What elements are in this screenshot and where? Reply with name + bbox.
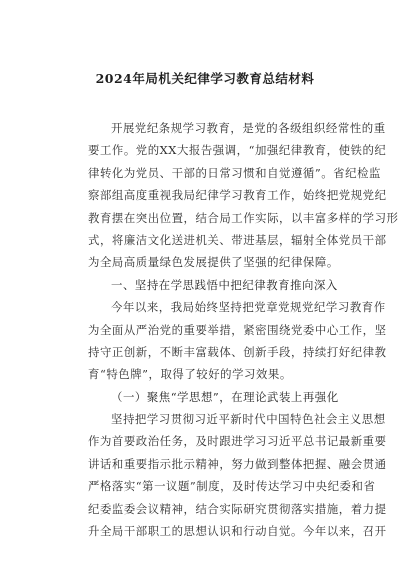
body-line: 式，将廉洁文化送进机关、带进基层，辐射全体党员干部 [88,232,387,247]
body-line: 严格落实“第一议题”制度，及时传达学习中央纪委和省 [88,479,376,494]
document-body [88,117,399,542]
document-title: 2024年局机关纪律学习教育总结材料 [95,71,315,86]
body-line: 今年以来，我局始终坚持把党章党规党纪学习教育作 [111,300,386,315]
body-line: 为全局高质量绿色发展提供了坚强的纪律保障。 [88,255,339,270]
body-line: 升全局干部职工的思想认识和行动自觉。今年以来，召开 [88,524,387,539]
body-line: 作为首要政治任务，及时跟进学习习近平总书记最新重要 [88,434,387,449]
body-line: 为全面从严治党的重要举措，紧密围绕党委中心工作，坚 [88,322,387,337]
body-line: 要工作。党的XX大报告强调，“加强纪律教育，使铁的纪 [88,143,387,158]
body-line: 持守正创新，不断丰富载体、创新手段，持续打好纪律教 [88,344,387,359]
subsection-heading: （一）聚焦“学思想”，在理论武装上再强化 [111,389,339,404]
section-heading: 一、坚持在学思践悟中把纪律教育推向深入 [111,277,338,292]
body-line: 纪委监委会议精神，结合实际研究贯彻落实措施，着力提 [88,501,387,516]
body-line: 育“特色牌”，取得了较好的学习效果。 [88,367,292,382]
body-line: 察部组高度重视我局纪律学习教育工作，始终把党规党纪 [88,188,387,203]
body-line: 坚持把学习贯彻习近平新时代中国特色社会主义思想 [111,412,386,427]
body-line: 教育摆在突出位置，结合局工作实际，以丰富多样的学习形 [88,210,399,225]
body-line: 讲话和重要指示批示精神，努力做到整体把握、融会贯通 [88,456,387,471]
body-line: 开展党纪条规学习教育，是党的各级组织经常性的重 [111,121,386,135]
body-line: 律转化为党员、干部的日常习惯和自觉遵循”。省纪检监 [88,165,381,180]
